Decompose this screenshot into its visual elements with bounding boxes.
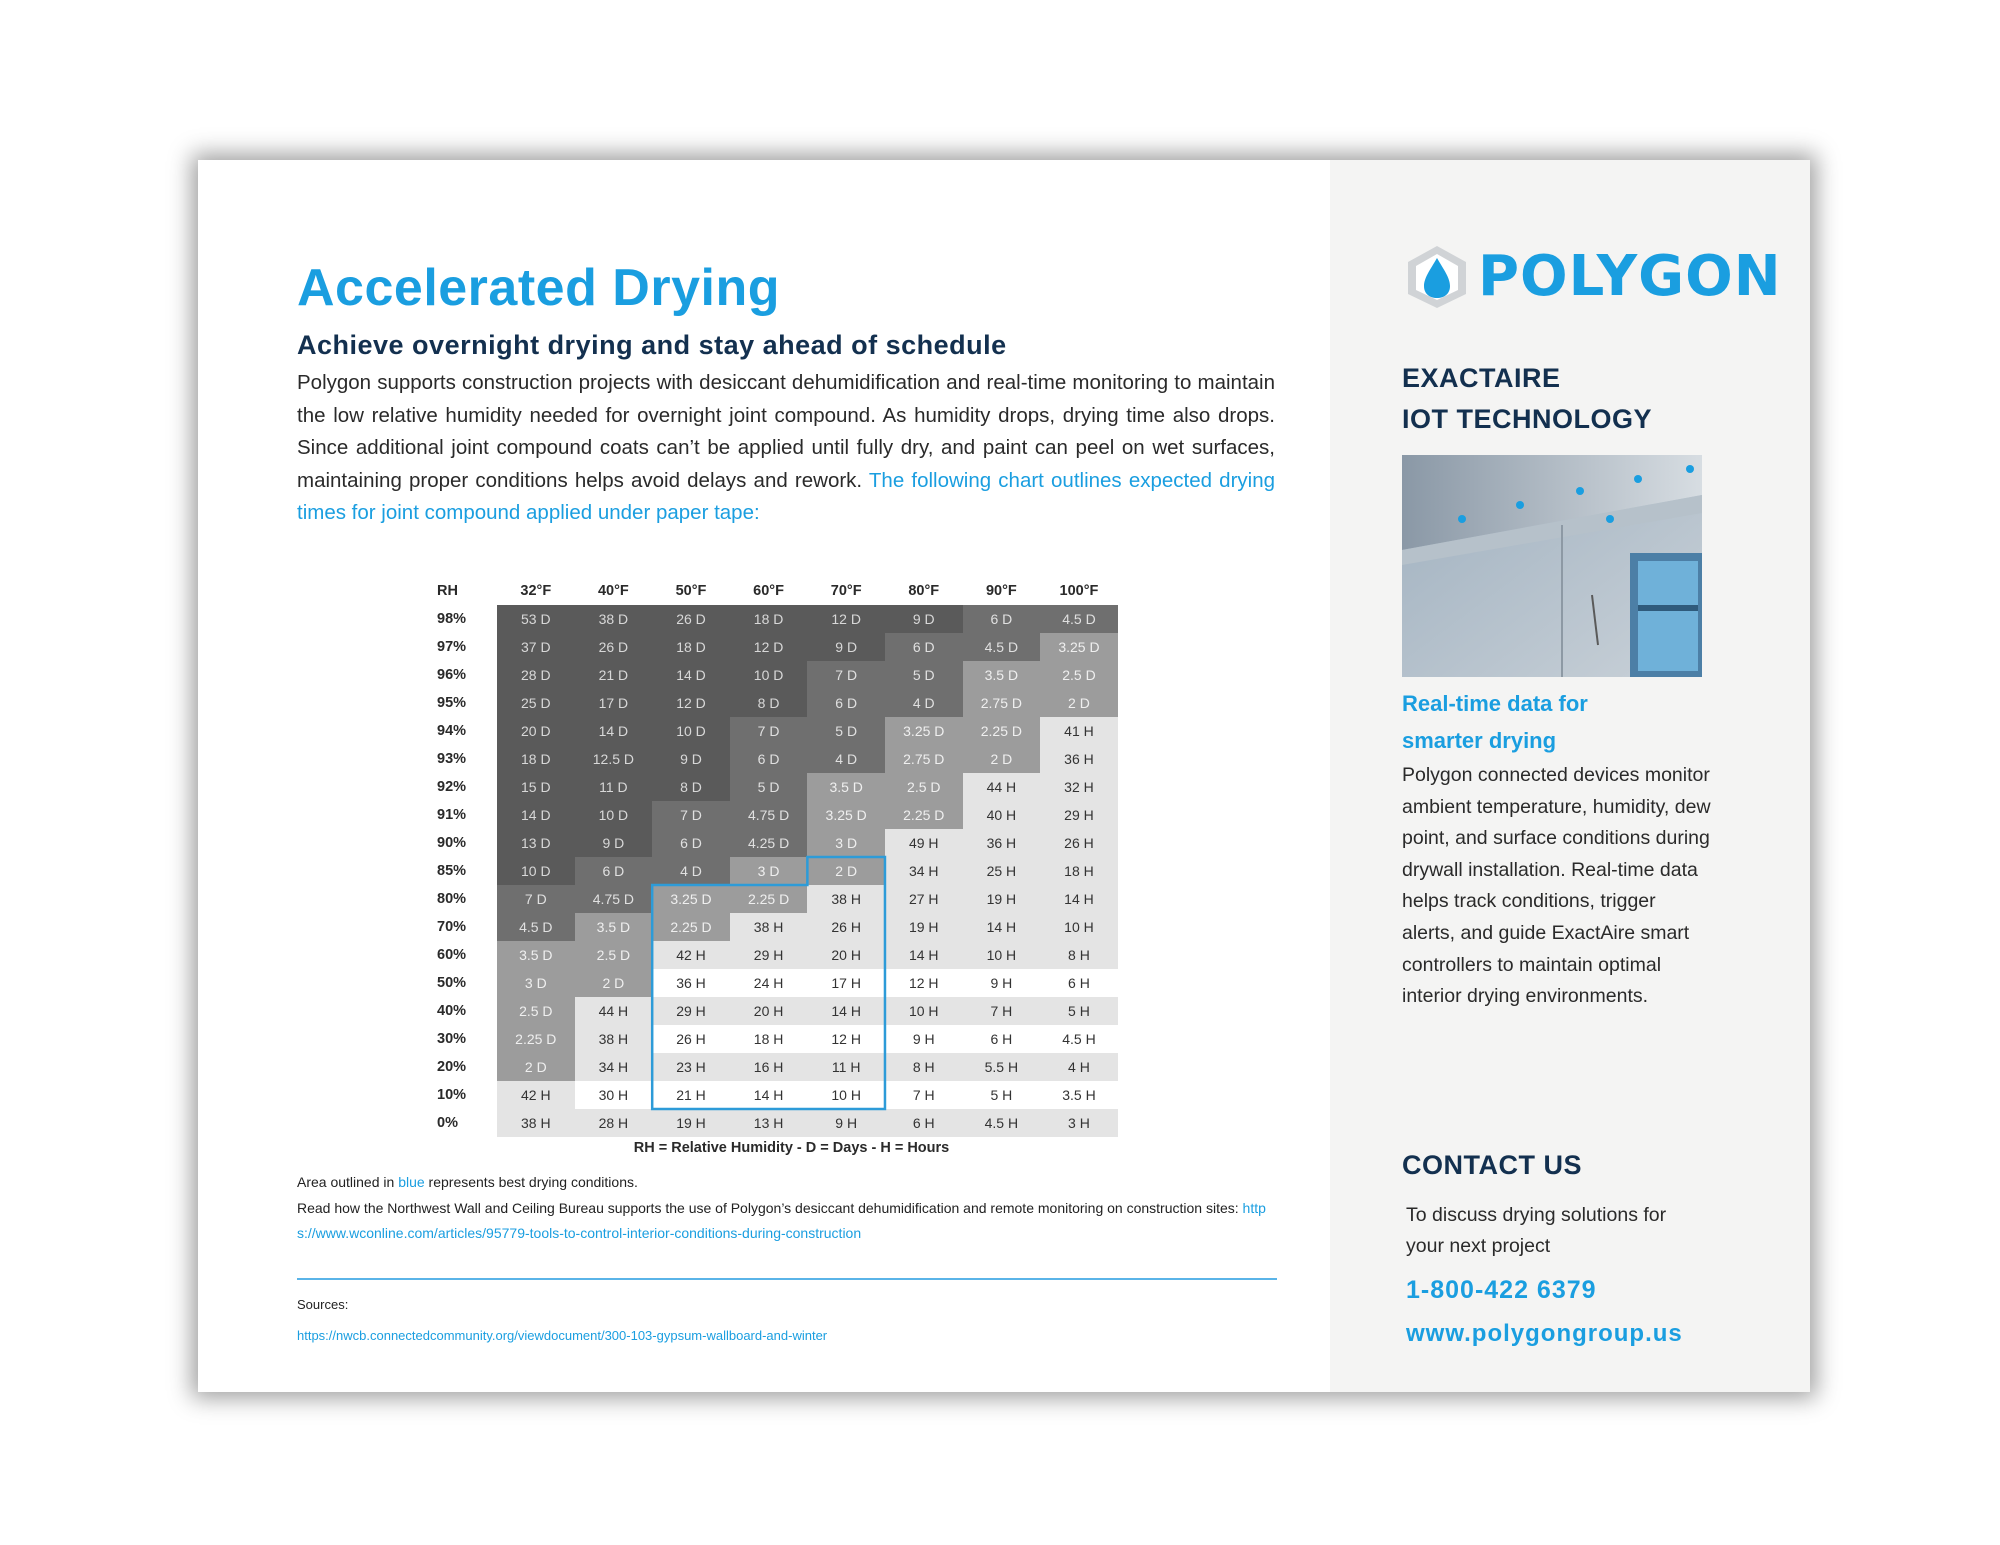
rh-label: 85% [437, 863, 467, 879]
table-cell: 42 H [497, 1081, 575, 1109]
table-cell: 2.75 D [885, 745, 963, 773]
table-cell: 28 D [497, 661, 575, 689]
page-subtitle: Achieve overnight drying and stay ahead of schedule [297, 330, 1007, 360]
table-cell: 19 H [885, 913, 963, 941]
intro-text: Polygon supports construction projects with desiccant dehumidification and real-time monitoring to maintain the low relative humidity needed for overnight joint compound. As humidity drops, drying time also drops. Since additional joint compound coats can’t be applied until fully dry, and paint can peel on wet surfaces, maintaining proper conditions helps avoid delays and rework. [297, 371, 1275, 492]
table-cell: 21 H [652, 1081, 730, 1109]
drywall-room-image [1402, 455, 1702, 677]
table-cell: 4.75 D [575, 885, 653, 913]
table-cell: 3.25 D [1040, 633, 1118, 661]
table-cell: 4 D [807, 745, 885, 773]
table-cell: 10 D [730, 661, 808, 689]
table-cell: 41 H [1040, 717, 1118, 745]
logo-wordmark: POLYGON [1478, 244, 1782, 309]
table-cell: 26 H [652, 1025, 730, 1053]
exactaire-heading [1402, 358, 1652, 440]
table-cell: 8 D [652, 773, 730, 801]
table-cell: 10 D [652, 717, 730, 745]
exactaire-description: Polygon connected devices monitor ambient temperature, humidity, dew point, and surface conditions during drywall installation. Real-time data helps track conditions, trigger alerts, and guide ExactAire smart controllers to maintain optimal interior drying environments. [1402, 764, 1711, 1008]
table-cell: 15 D [497, 773, 575, 801]
table-cell: 4 H [1040, 1053, 1118, 1081]
table-row [433, 773, 1118, 801]
table-cell: 3.5 D [497, 941, 575, 969]
table-cell: 17 H [807, 969, 885, 997]
table-cell: 38 H [730, 913, 808, 941]
table-cell: 3.5 D [963, 661, 1041, 689]
table-cell: 10 D [575, 801, 653, 829]
table-cell: 9 D [885, 605, 963, 633]
table-cell: 37 D [497, 633, 575, 661]
rh-label: 92% [437, 779, 467, 795]
table-cell: 2.25 D [497, 1025, 575, 1053]
table-cell: 26 D [575, 633, 653, 661]
table-cell: 38 H [575, 1025, 653, 1053]
table-cell: 29 H [1040, 801, 1118, 829]
table-cell: 26 H [1040, 829, 1118, 857]
polygon-logo [1402, 242, 1782, 312]
table-cell: 2 D [807, 857, 885, 885]
table-cell: 2.75 D [963, 689, 1041, 717]
rh-label: 95% [437, 695, 467, 711]
column-header-temp: 50°F [675, 583, 707, 599]
table-cell: 2.5 D [497, 997, 575, 1025]
column-header-temp: 70°F [830, 583, 862, 599]
polygon-logo-icon [1402, 242, 1472, 312]
read-more-note [297, 1196, 1277, 1246]
table-cell: 18 H [730, 1025, 808, 1053]
table-cell: 17 D [575, 689, 653, 717]
table-cell: 44 H [575, 997, 653, 1025]
table-cell: 5 D [885, 661, 963, 689]
table-cell: 6 D [807, 689, 885, 717]
table-cell: 26 D [652, 605, 730, 633]
table-cell: 10 H [1040, 913, 1118, 941]
table-cell: 9 H [885, 1025, 963, 1053]
table-cell: 14 H [963, 913, 1041, 941]
table-cell: 25 D [497, 689, 575, 717]
exactaire-heading-line2: IOT TECHNOLOGY [1402, 404, 1652, 434]
table-cell: 20 H [730, 997, 808, 1025]
rh-label: 98% [437, 611, 467, 627]
table-row [433, 857, 1118, 885]
drywall-photo [1402, 455, 1702, 677]
table-cell: 3.25 D [652, 885, 730, 913]
column-header-temp: 40°F [597, 583, 629, 599]
table-cell: 27 H [885, 885, 963, 913]
rh-label: 30% [437, 1031, 467, 1047]
contact-text: To discuss drying solutions for your next project [1406, 1204, 1667, 1257]
table-cell: 4 D [885, 689, 963, 717]
table-cell: 6 D [885, 633, 963, 661]
table-cell: 24 H [730, 969, 808, 997]
phone-number[interactable]: 1-800-422 6379 [1406, 1276, 1597, 1304]
main-content [198, 160, 1330, 1392]
table-row [433, 689, 1118, 717]
table-cell: 19 H [652, 1109, 730, 1137]
table-cell: 13 D [497, 829, 575, 857]
table-row [433, 941, 1118, 969]
table-cell: 4.5 H [963, 1109, 1041, 1137]
table-cell: 14 H [1040, 885, 1118, 913]
table-cell: 4.75 D [730, 801, 808, 829]
table-cell: 44 H [963, 773, 1041, 801]
rh-label: 97% [437, 639, 467, 655]
table-cell: 6 H [963, 1025, 1041, 1053]
rh-label: 96% [437, 667, 467, 683]
table-cell: 12 D [730, 633, 808, 661]
column-header-rh: RH [437, 583, 458, 599]
realtime-subheading-line2: smarter drying [1402, 728, 1557, 753]
table-cell: 6 D [730, 745, 808, 773]
table-cell: 10 H [963, 941, 1041, 969]
table-cell: 38 H [497, 1109, 575, 1137]
table-cell: 38 H [807, 885, 885, 913]
rh-label: 91% [437, 807, 467, 823]
rh-label: 10% [437, 1087, 467, 1103]
intro-highlight: The following chart outlines expected drying times for joint compound applied under paper tape: [297, 468, 1275, 524]
read-more-link[interactable]: https://www.wconline.com/articles/95779-tools-to-control-interior-conditions-during-construction [297, 1200, 1266, 1241]
rh-label: 50% [437, 975, 467, 991]
table-row [433, 1109, 1118, 1137]
table-row [433, 829, 1118, 857]
table-cell: 2.5 D [575, 941, 653, 969]
table-row [433, 885, 1118, 913]
outline-note-blue: blue [398, 1174, 425, 1190]
table-cell: 30 H [575, 1081, 653, 1109]
table-cell: 13 H [730, 1109, 808, 1137]
outline-note-suffix: represents best drying conditions. [428, 1174, 638, 1190]
table-cell: 2.5 D [1040, 661, 1118, 689]
table-cell: 4.5 D [1040, 605, 1118, 633]
table-cell: 5 D [807, 717, 885, 745]
table-cell: 5 H [1040, 997, 1118, 1025]
table-cell: 3.5 D [807, 773, 885, 801]
drying-time-table [433, 577, 1118, 1137]
table-cell: 38 D [575, 605, 653, 633]
column-header-temp: 32°F [520, 583, 552, 599]
rh-label: 94% [437, 723, 467, 739]
table-cell: 3.25 D [807, 801, 885, 829]
table-cell: 18 H [1040, 857, 1118, 885]
table-cell: 36 H [652, 969, 730, 997]
table-row [433, 605, 1118, 633]
table-cell: 9 D [652, 745, 730, 773]
rh-label: 90% [437, 835, 467, 851]
table-row [433, 913, 1118, 941]
table-cell: 4.5 D [963, 633, 1041, 661]
realtime-subheading-line1: Real-time data for [1402, 691, 1588, 716]
table-row [433, 801, 1118, 829]
table-cell: 40 H [963, 801, 1041, 829]
table-cell: 6 D [575, 857, 653, 885]
table-cell: 20 H [807, 941, 885, 969]
website-link[interactable]: www.polygongroup.us [1406, 1320, 1683, 1347]
table-row [433, 661, 1118, 689]
sidebar [1330, 160, 1810, 1392]
table-cell: 12.5 D [575, 745, 653, 773]
sources-label: Sources: [297, 1297, 349, 1312]
table-cell: 2.25 D [885, 801, 963, 829]
table-row [433, 969, 1118, 997]
rh-label: 60% [437, 947, 467, 963]
column-header-temp: 100°F [1059, 583, 1099, 599]
intro-paragraph [297, 367, 1275, 530]
table-cell: 12 D [807, 605, 885, 633]
table-cell: 3.5 D [575, 913, 653, 941]
table-cell: 11 D [575, 773, 653, 801]
table-cell: 3 D [730, 857, 808, 885]
table-cell: 8 H [1040, 941, 1118, 969]
table-cell: 6 H [1040, 969, 1118, 997]
table-row [433, 717, 1118, 745]
table-cell: 3.25 D [885, 717, 963, 745]
table-row [433, 1081, 1118, 1109]
column-header-temp: 80°F [908, 583, 940, 599]
table-legend: RH = Relative Humidity - D = Days - H = Hours [633, 1140, 950, 1156]
table-cell: 9 H [963, 969, 1041, 997]
table-cell: 18 D [497, 745, 575, 773]
table-cell: 7 D [730, 717, 808, 745]
table-cell: 25 H [963, 857, 1041, 885]
table-cell: 53 D [497, 605, 575, 633]
table-cell: 4 D [652, 857, 730, 885]
table-row [433, 745, 1118, 773]
table-cell: 14 H [885, 941, 963, 969]
outline-note-prefix: Area outlined in [297, 1174, 395, 1190]
table-cell: 34 H [575, 1053, 653, 1081]
table-cell: 11 H [807, 1053, 885, 1081]
table-cell: 10 H [807, 1081, 885, 1109]
table-cell: 23 H [652, 1053, 730, 1081]
table-cell: 32 H [1040, 773, 1118, 801]
table-row [433, 1053, 1118, 1081]
table-cell: 5.5 H [963, 1053, 1041, 1081]
table-cell: 3 H [1040, 1109, 1118, 1137]
table-cell: 12 H [807, 1025, 885, 1053]
table-cell: 3.5 H [1040, 1081, 1118, 1109]
flyer-sheet [198, 160, 1810, 1392]
table-header-row [433, 577, 1118, 605]
rh-label: 0% [437, 1115, 458, 1131]
column-header-temp: 90°F [985, 583, 1017, 599]
table-row [433, 1025, 1118, 1053]
table-cell: 21 D [575, 661, 653, 689]
table-cell: 12 H [885, 969, 963, 997]
table-cell: 29 H [652, 997, 730, 1025]
table-cell: 36 H [1040, 745, 1118, 773]
table-cell: 7 H [963, 997, 1041, 1025]
table-cell: 12 D [652, 689, 730, 717]
table-cell: 34 H [885, 857, 963, 885]
table-cell: 2.25 D [652, 913, 730, 941]
table-cell: 10 D [497, 857, 575, 885]
table-cell: 2.5 D [885, 773, 963, 801]
table-cell: 2 D [575, 969, 653, 997]
table-cell: 6 D [652, 829, 730, 857]
rh-label: 20% [437, 1059, 467, 1075]
table-cell: 49 H [885, 829, 963, 857]
table-cell: 14 D [497, 801, 575, 829]
rh-label: 80% [437, 891, 467, 907]
table-cell: 8 H [885, 1053, 963, 1081]
table-cell: 14 H [807, 997, 885, 1025]
rh-label: 93% [437, 751, 467, 767]
table-cell: 36 H [963, 829, 1041, 857]
table-cell: 3 D [497, 969, 575, 997]
divider [297, 1278, 1277, 1280]
table-cell: 4.5 D [497, 913, 575, 941]
table-cell: 2 D [497, 1053, 575, 1081]
table-cell: 18 D [652, 633, 730, 661]
table-cell: 2.25 D [963, 717, 1041, 745]
rh-label: 40% [437, 1003, 467, 1019]
table-cell: 6 H [885, 1109, 963, 1137]
table-cell: 2 D [963, 745, 1041, 773]
table-cell: 9 D [575, 829, 653, 857]
table-cell: 3 D [807, 829, 885, 857]
table-cell: 14 D [652, 661, 730, 689]
table-cell: 14 D [575, 717, 653, 745]
table-cell: 6 D [963, 605, 1041, 633]
table-cell: 4.5 H [1040, 1025, 1118, 1053]
page-title: Accelerated Drying [297, 259, 780, 317]
table-cell: 10 H [885, 997, 963, 1025]
table-cell: 14 H [730, 1081, 808, 1109]
column-header-temp: 60°F [753, 583, 784, 599]
read-more-text: Read how the Northwest Wall and Ceiling Bureau supports the use of Polygon’s desiccant dehumidification and remote monitoring on construction sites: [297, 1200, 1239, 1216]
table-cell: 2 D [1040, 689, 1118, 717]
outline-note [297, 1170, 1277, 1195]
table-cell: 26 H [807, 913, 885, 941]
table-cell: 7 D [807, 661, 885, 689]
table-cell: 9 D [807, 633, 885, 661]
table-cell: 5 H [963, 1081, 1041, 1109]
table-cell: 19 H [963, 885, 1041, 913]
table-cell: 18 D [730, 605, 808, 633]
table-cell: 7 H [885, 1081, 963, 1109]
source-link[interactable]: https://nwcb.connectedcommunity.org/viewdocument/300-103-gypsum-wallboard-and-winter [297, 1328, 828, 1343]
contact-heading: CONTACT US [1402, 1150, 1582, 1180]
table-cell: 7 D [652, 801, 730, 829]
table-cell: 7 D [497, 885, 575, 913]
table-cell: 5 D [730, 773, 808, 801]
table-cell: 2.25 D [730, 885, 808, 913]
exactaire-heading-line1: EXACTAIRE [1402, 363, 1561, 393]
table-cell: 29 H [730, 941, 808, 969]
table-body [433, 605, 1118, 1137]
rh-label: 70% [437, 919, 467, 935]
table-cell: 28 H [575, 1109, 653, 1137]
table-cell: 4.25 D [730, 829, 808, 857]
table-cell: 8 D [730, 689, 808, 717]
table-cell: 16 H [730, 1053, 808, 1081]
realtime-subheading [1402, 685, 1588, 759]
table-row [433, 997, 1118, 1025]
table-cell: 42 H [652, 941, 730, 969]
table-row [433, 633, 1118, 661]
table-cell: 20 D [497, 717, 575, 745]
table-cell: 9 H [807, 1109, 885, 1137]
